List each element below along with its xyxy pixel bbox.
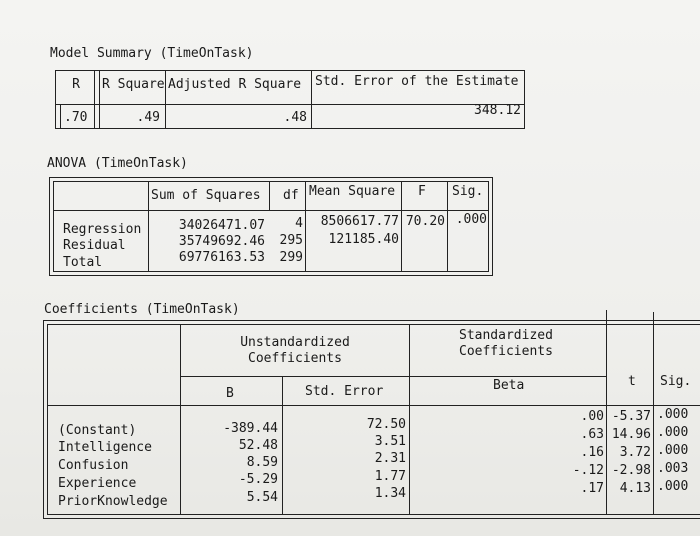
coef-sig: .000	[657, 407, 689, 422]
coef-se: 3.51	[374, 434, 406, 449]
coef-beta: -.12	[572, 463, 604, 478]
coef-t: -2.98	[611, 463, 651, 478]
header-beta: Beta	[493, 378, 525, 393]
anova-f: 70.20	[405, 214, 445, 229]
coef-b: -389.44	[223, 421, 278, 436]
coef-row-label: (Constant)	[58, 423, 137, 438]
coef-t: 3.72	[619, 445, 651, 460]
coef-row-label: PriorKnowledge	[58, 494, 168, 509]
coef-beta: .63	[580, 427, 604, 442]
anova-row-label: Residual	[63, 238, 126, 253]
anova-row-label: Regression	[63, 222, 142, 237]
coef-sig: .000	[657, 443, 689, 458]
coef-b: 52.48	[238, 438, 278, 453]
coef-se: 1.77	[374, 469, 406, 484]
anova-header-f: F	[418, 184, 426, 199]
coef-sig: .000	[657, 425, 689, 440]
anova-header-df: df	[283, 188, 299, 203]
anova-ss: 34026471.07	[178, 218, 265, 233]
unstandardized-header-2: Coefficients	[248, 351, 342, 366]
coef-sig: .003	[657, 461, 689, 476]
unstandardized-header: Unstandardized	[240, 335, 350, 350]
header-std-error-estimate: Std. Error of the Estimate	[315, 74, 519, 89]
header-adj-r-square: Adjusted R Square	[168, 77, 302, 92]
coef-t: 4.13	[619, 481, 651, 496]
value-adj-r-square: .48	[283, 110, 307, 125]
header-b: B	[226, 386, 234, 401]
coef-beta: .17	[580, 481, 604, 496]
coef-beta: .16	[580, 445, 604, 460]
value-std-error: 348.12	[474, 103, 521, 118]
coef-row-label: Experience	[58, 476, 137, 491]
coef-beta: .00	[580, 409, 604, 424]
anova-title: ANOVA (TimeOnTask)	[47, 156, 188, 171]
anova-ss: 69776163.53	[178, 250, 265, 265]
coef-row-label: Intelligence	[58, 440, 152, 455]
coef-b: 8.59	[246, 455, 278, 470]
anova-header-sig: Sig.	[452, 184, 484, 199]
anova-sig: .000	[455, 212, 487, 227]
anova-header-ms: Mean Square	[309, 184, 396, 199]
header-r-square: R Square	[102, 77, 165, 92]
coef-b: -5.29	[238, 472, 278, 487]
anova-df: 4	[295, 216, 303, 231]
coef-se: 2.31	[374, 451, 406, 466]
value-r-square: .49	[136, 110, 160, 125]
anova-df: 299	[279, 250, 303, 265]
coef-se: 72.50	[366, 417, 406, 432]
coef-t: 14.96	[611, 427, 651, 442]
coef-t: -5.37	[611, 409, 651, 424]
anova-ss: 35749692.46	[178, 234, 265, 249]
anova-header-ss: Sum of Squares	[151, 188, 261, 203]
anova-df: 295	[279, 233, 303, 248]
coef-se: 1.34	[374, 486, 406, 501]
anova-ms: 121185.40	[328, 232, 399, 247]
header-r: R	[72, 77, 80, 92]
header-std-error: Std. Error	[305, 384, 384, 399]
standardized-header-2: Coefficients	[459, 344, 553, 359]
coefficients-title: Coefficients (TimeOnTask)	[44, 302, 240, 317]
coef-row-label: Confusion	[58, 458, 129, 473]
standardized-header: Standardized	[459, 328, 553, 343]
model-summary-title: Model Summary (TimeOnTask)	[50, 46, 254, 61]
header-sig: Sig.	[660, 374, 692, 389]
anova-row-label: Total	[63, 255, 103, 270]
anova-ms: 8506617.77	[320, 214, 399, 229]
header-t: t	[628, 374, 636, 389]
value-r: .70	[64, 110, 88, 125]
coef-sig: .000	[657, 479, 689, 494]
coef-b: 5.54	[246, 490, 278, 505]
